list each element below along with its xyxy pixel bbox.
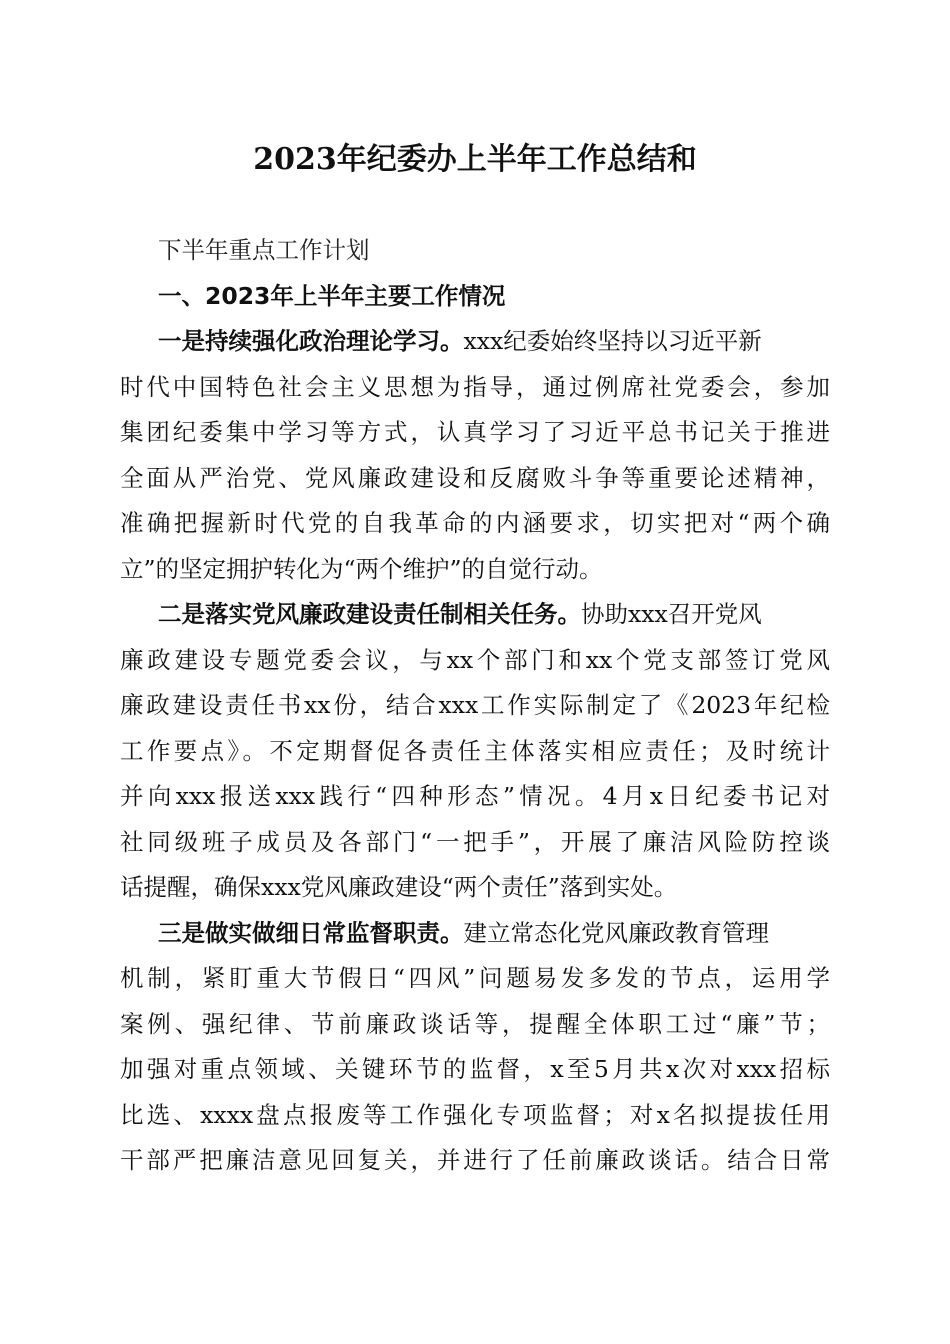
paragraph-2-line-1 bbox=[120, 592, 830, 638]
paragraph-1-line-1 bbox=[120, 319, 830, 365]
document-subtitle: 下半年重点工作计划 bbox=[158, 236, 370, 264]
paragraph-2-line-7: 话提醒，确保xxx党风廉政建设“两个责任”落到实处。 bbox=[120, 873, 678, 901]
paragraph-1-line-5: 准确把握新时代党的自我革命的内涵要求，切实把对“两个确 bbox=[120, 509, 830, 537]
paragraph-1-line-3: 集团纪委集中学习等方式，认真学习了习近平总书记关于推进 bbox=[120, 418, 830, 446]
paragraph-2-line-3: 廉政建设责任书xx份，结合xxx工作实际制定了《2023年纪检 bbox=[120, 691, 830, 719]
paragraph-1-line-4: 全面从严治党、党风廉政建设和反腐败斗争等重要论述精神， bbox=[120, 463, 830, 492]
paragraph-1-lead: 一是持续强化政治理论学习。 bbox=[158, 327, 464, 355]
paragraph-3-line-5: 比选、xxxx盘点报废等工作强化专项监督；对x名拟提拔任用 bbox=[120, 1100, 830, 1129]
paragraph-2-line-6: 社同级班子成员及各部门“一把手”，开展了廉洁风险防控谈 bbox=[120, 827, 830, 856]
section-heading: 一、2023年上半年主要工作情况 bbox=[158, 281, 506, 310]
paragraph-3-text: 建立常态化党风廉政教育管理 bbox=[463, 918, 769, 947]
paragraph-1-text: xxx纪委始终坚持以习近平新 bbox=[463, 327, 762, 355]
paragraph-2-lead: 二是落实党风廉政建设责任制相关任务。 bbox=[158, 600, 581, 628]
paragraph-2-line-2: 廉政建设专题党委会议，与xx个部门和xx个党支部签订党风 bbox=[120, 645, 830, 674]
paragraph-3-lead: 三是做实做细日常监督职责。 bbox=[158, 918, 464, 947]
paragraph-2-text: 协助xxx召开党风 bbox=[581, 600, 762, 628]
paragraph-3-line-2: 机制，紧盯重大节假日“四风”问题易发多发的节点，运用学 bbox=[120, 964, 830, 992]
paragraph-3-line-6: 干部严把廉洁意见回复关，并进行了任前廉政谈话。结合日常 bbox=[120, 1146, 830, 1174]
paragraph-2-line-5: 并向xxx报送xxx践行“四种形态”情况。4月x日纪委书记对 bbox=[120, 782, 830, 810]
paragraph-3-line-3: 案例、强纪律、节前廉政谈话等，提醒全体职工过“廉”节； bbox=[120, 1009, 830, 1038]
document-body bbox=[120, 228, 830, 1184]
paragraph-2-line-4: 工作要点》。不定期督促各责任主体落实相应责任；及时统计 bbox=[120, 736, 830, 765]
paragraph-3-line-4: 加强对重点领域、关键环节的监督，x至5月共x次对xxx招标 bbox=[120, 1055, 830, 1083]
paragraph-3-line-1 bbox=[120, 911, 830, 957]
paragraph-1-line-6: 立”的坚定拥护转化为“两个维护”的自觉行动。 bbox=[120, 554, 603, 583]
paragraph-1-line-2: 时代中国特色社会主义思想为指导，通过例席社党委会，参加 bbox=[120, 372, 830, 401]
document-title: 2023年纪委办上半年工作总结和 bbox=[253, 142, 697, 177]
